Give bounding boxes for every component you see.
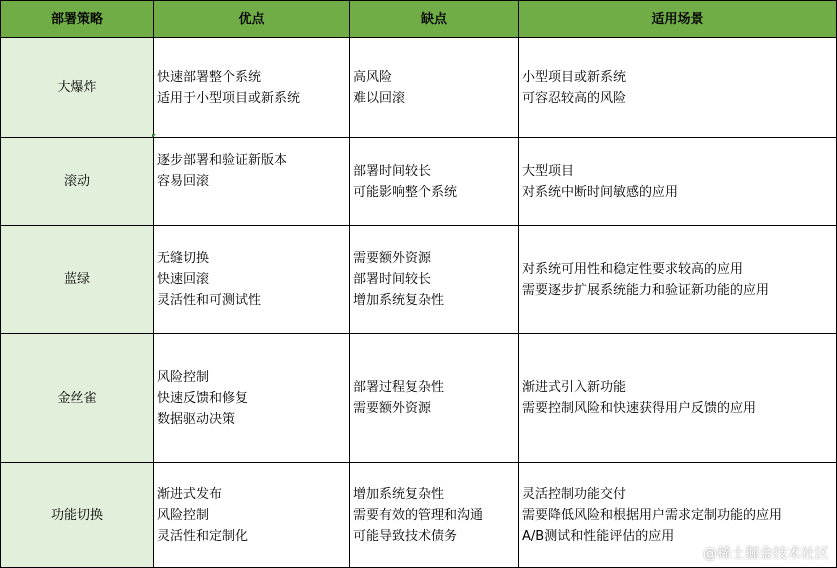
strategy-cell: 金丝雀 — [1, 334, 154, 463]
scenario-item: A/B测试和性能评估的应用 — [522, 528, 675, 544]
cell-corner-marker — [152, 134, 156, 138]
scenario-item: 可容忍较高的风险 — [522, 90, 627, 106]
table-row — [1, 138, 837, 226]
cons-cell — [350, 463, 519, 568]
scenarios-cell — [519, 138, 837, 226]
pros-item: 风险控制 — [157, 369, 210, 385]
pros-item: 渐进式发布 — [157, 486, 223, 502]
pros-item: 容易回滚 — [157, 174, 210, 189]
cons-item: 部署时间较长 — [353, 163, 432, 179]
pros-item: 灵活性和可测试性 — [157, 293, 262, 308]
strategy-cell: 功能切换 — [1, 463, 154, 568]
scenarios-cell — [519, 38, 837, 138]
header-scenarios: 适用场景 — [519, 1, 837, 38]
header-row — [1, 1, 837, 38]
pros-cell — [154, 138, 350, 226]
table-row — [1, 38, 837, 138]
scenario-item: 渐进式引入新功能 — [522, 380, 627, 395]
watermark: @稀土掘金技术社区 — [703, 546, 829, 562]
scenarios-cell — [519, 226, 837, 334]
pros-cell — [154, 334, 350, 463]
pros-item: 快速回滚 — [157, 272, 210, 287]
scenario-item: 需要控制风险和快速获得用户反馈的应用 — [522, 401, 757, 416]
pros-item: 风险控制 — [157, 507, 210, 523]
pros-item: 快速反馈和修复 — [157, 390, 249, 406]
cons-item: 高风险 — [353, 69, 393, 85]
header-strategy: 部署策略 — [1, 1, 154, 38]
cons-item: 可能影响整个系统 — [353, 184, 458, 200]
cons-cell — [350, 38, 519, 138]
pros-item: 快速部署整个系统 — [157, 69, 262, 85]
cons-item: 需要额外资源 — [353, 401, 432, 416]
pros-item: 数据驱动决策 — [157, 411, 236, 427]
scenario-item: 大型项目 — [522, 163, 575, 179]
scenario-item: 对系统可用性和稳定性要求较高的应用 — [522, 261, 744, 277]
table-row — [1, 334, 837, 463]
cons-item: 需要额外资源 — [353, 251, 432, 266]
cons-item: 部署时间较长 — [353, 272, 432, 287]
pros-cell — [154, 38, 350, 138]
header-cons: 缺点 — [350, 1, 519, 38]
strategy-cell: 蓝绿 — [1, 226, 154, 334]
header-pros: 优点 — [154, 1, 350, 38]
cons-item: 增加系统复杂性 — [353, 486, 445, 502]
pros-item: 灵活性和定制化 — [157, 528, 249, 544]
pros-item: 适用于小型项目或新系统 — [157, 90, 301, 106]
pros-cell — [154, 226, 350, 334]
scenario-item: 需要降低风险和根据用户需求定制功能的应用 — [522, 507, 783, 523]
strategy-cell: 滚动 — [1, 138, 154, 226]
cons-item: 部署过程复杂性 — [353, 380, 445, 395]
scenario-item: 需要逐步扩展系统能力和验证新功能的应用 — [522, 282, 770, 298]
table-row — [1, 226, 837, 334]
strategy-cell: 大爆炸 — [1, 38, 154, 138]
pros-cell — [154, 463, 350, 568]
cons-item: 需要有效的管理和沟通 — [353, 507, 484, 523]
scenario-item: 灵活控制功能交付 — [522, 486, 627, 502]
cons-item: 可能导致技术债务 — [353, 528, 458, 544]
scenario-item: 对系统中断时间敏感的应用 — [522, 184, 679, 200]
pros-item: 无缝切换 — [157, 251, 210, 266]
cons-item: 增加系统复杂性 — [353, 293, 445, 308]
cons-cell — [350, 226, 519, 334]
cons-cell — [350, 138, 519, 226]
scenarios-cell — [519, 334, 837, 463]
scenario-item: 小型项目或新系统 — [522, 69, 627, 85]
cons-item: 难以回滚 — [353, 90, 406, 106]
pros-item: 逐步部署和验证新版本 — [157, 153, 288, 168]
cons-cell — [350, 334, 519, 463]
